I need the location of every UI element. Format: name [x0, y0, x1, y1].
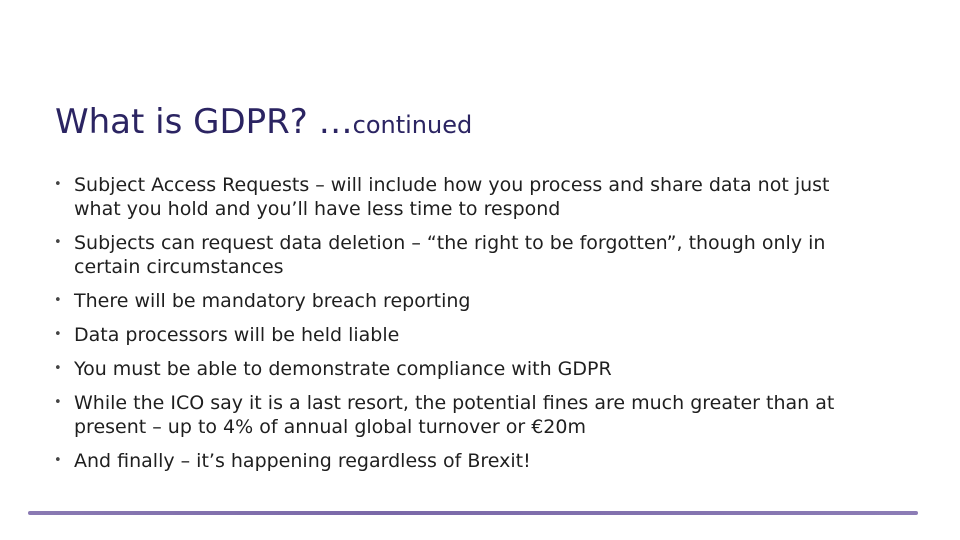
bullet-text: While the ICO say it is a last resort, the potential fines are much greater than at present – up to 4% of annual global turnover or €20m — [74, 392, 835, 438]
bullet-item — [52, 231, 842, 279]
bullet-dot-icon: • — [54, 395, 62, 410]
bullet-dot-icon: • — [54, 177, 62, 192]
slide-title — [55, 102, 472, 142]
bullet-text: You must be able to demonstrate compliance with GDPR — [74, 358, 612, 380]
bullet-text: Subjects can request data deletion – “the right to be forgotten”, though only in certain circumstances — [74, 232, 826, 278]
bullet-list — [52, 173, 842, 483]
slide-title-suffix: continued — [352, 111, 473, 139]
footer-divider — [28, 511, 918, 515]
bullet-text: And finally – it’s happening regardless of Brexit! — [74, 450, 531, 472]
bullet-item — [52, 449, 842, 473]
bullet-dot-icon: • — [54, 453, 62, 468]
bullet-item — [52, 289, 842, 313]
bullet-text: Data processors will be held liable — [74, 324, 400, 346]
bullet-dot-icon: • — [54, 235, 62, 250]
bullet-text: There will be mandatory breach reporting — [74, 290, 471, 312]
bullet-dot-icon: • — [54, 293, 62, 308]
bullet-item — [52, 173, 842, 221]
bullet-item — [52, 357, 842, 381]
slide-title-main: What is GDPR? … — [55, 102, 353, 142]
bullet-item — [52, 323, 842, 347]
bullet-item — [52, 391, 842, 439]
bullet-dot-icon: • — [54, 361, 62, 376]
bullet-text: Subject Access Requests – will include how you process and share data not just what you hold and you’ll have less time to respond — [74, 174, 830, 220]
bullet-dot-icon: • — [54, 327, 62, 342]
